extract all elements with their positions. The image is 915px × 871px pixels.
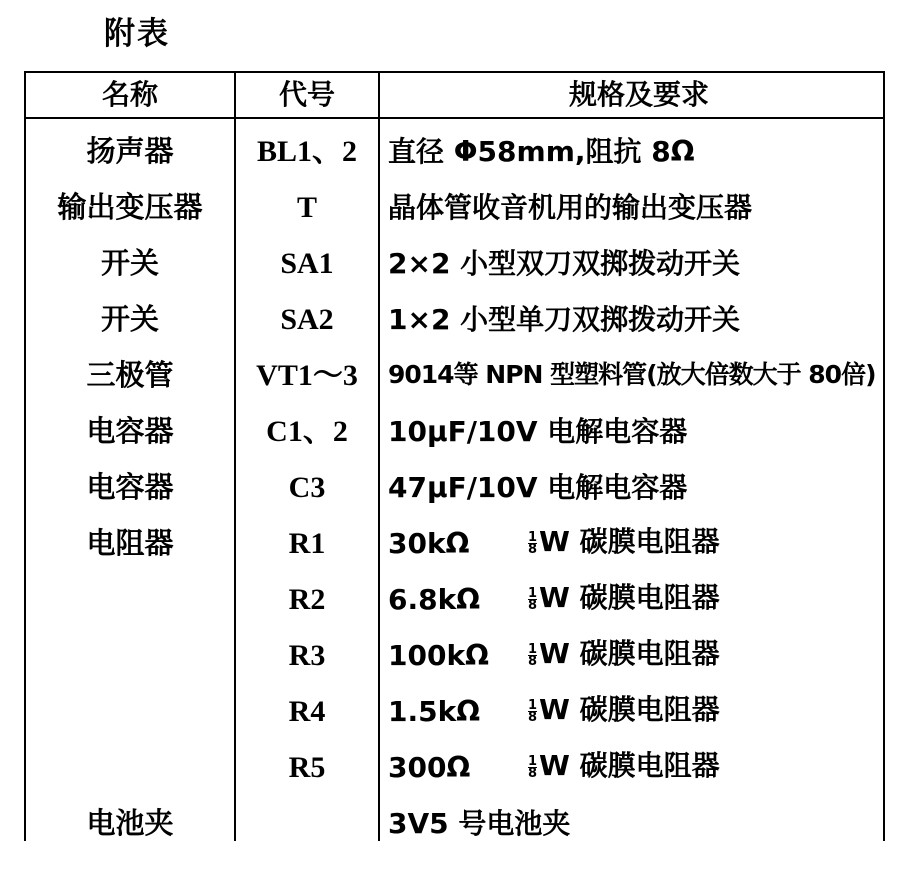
row-value: 1.5kΩ bbox=[388, 695, 481, 728]
row-spec: 晶体管收音机用的输出变压器 bbox=[388, 191, 753, 224]
header-name: 名称 bbox=[101, 78, 159, 111]
row-name: 扬声器 bbox=[86, 134, 174, 168]
row-code: T bbox=[296, 191, 318, 224]
row-code: R5 bbox=[288, 751, 326, 784]
row-name: 开关 bbox=[100, 246, 160, 280]
row-spec: 1×2 小型单刀双掷拨动开关 bbox=[388, 303, 741, 336]
row-spec: 2×2 小型双刀双掷拨动开关 bbox=[388, 247, 741, 280]
row-spec-with-fraction bbox=[528, 525, 720, 558]
column-divider bbox=[378, 73, 380, 841]
row-code: R3 bbox=[288, 639, 326, 672]
row-name: 三极管 bbox=[86, 358, 174, 392]
one-eighth-fraction: $\frac{1}{8}$ bbox=[528, 697, 538, 725]
row-code: R1 bbox=[288, 527, 326, 560]
header-spec: 规格及要求 bbox=[568, 78, 710, 111]
row-code: R2 bbox=[288, 583, 326, 616]
row-value: 6.8kΩ bbox=[388, 583, 481, 616]
row-code: C3 bbox=[288, 471, 326, 504]
row-spec: W 碳膜电阻器 bbox=[539, 637, 720, 670]
row-code: SA2 bbox=[280, 303, 334, 336]
row-value: 300Ω bbox=[388, 751, 471, 784]
row-code: VT1～3 bbox=[256, 359, 358, 392]
one-eighth-fraction: $\frac{1}{8}$ bbox=[528, 529, 538, 557]
one-eighth-fraction: $\frac{1}{8}$ bbox=[528, 753, 538, 781]
row-spec: W 碳膜电阻器 bbox=[539, 581, 720, 614]
row-name: 输出变压器 bbox=[57, 190, 203, 224]
row-value: 100kΩ bbox=[388, 639, 489, 672]
row-spec-with-fraction bbox=[528, 637, 720, 670]
row-spec: W 碳膜电阻器 bbox=[539, 693, 720, 726]
row-name: 开关 bbox=[100, 302, 160, 336]
header-code: 代号 bbox=[278, 78, 336, 111]
row-spec: W 碳膜电阻器 bbox=[539, 525, 720, 558]
row-code: SA1 bbox=[280, 247, 334, 280]
parts-table bbox=[24, 71, 885, 841]
row-spec: W 碳膜电阻器 bbox=[539, 749, 720, 782]
row-name: 电阻器 bbox=[86, 526, 174, 560]
row-code: R4 bbox=[288, 695, 326, 728]
row-spec: 10μF/10V 电解电容器 bbox=[388, 415, 688, 448]
row-spec: 47μF/10V 电解电容器 bbox=[388, 471, 688, 504]
row-spec-with-fraction bbox=[528, 693, 720, 726]
row-spec: 3V5 号电池夹 bbox=[388, 807, 571, 840]
row-code: BL1、2 bbox=[256, 135, 358, 168]
row-name: 电池夹 bbox=[86, 806, 174, 840]
row-spec: 直径 Φ58mm,阻抗 8Ω bbox=[388, 135, 695, 168]
row-spec: 9014等 NPN 型塑料管(放大倍数大于 80倍) bbox=[388, 360, 876, 389]
row-name: 电容器 bbox=[86, 414, 174, 448]
column-divider bbox=[234, 73, 236, 841]
row-spec-with-fraction bbox=[528, 581, 720, 614]
row-code: C1、2 bbox=[266, 415, 348, 448]
one-eighth-fraction: $\frac{1}{8}$ bbox=[528, 641, 538, 669]
row-value: 30kΩ bbox=[388, 527, 470, 560]
row-name: 电容器 bbox=[86, 470, 174, 504]
row-spec-with-fraction bbox=[528, 749, 720, 782]
page-title: 附表 bbox=[104, 16, 170, 52]
header-divider bbox=[26, 117, 883, 119]
one-eighth-fraction: $\frac{1}{8}$ bbox=[528, 585, 538, 613]
